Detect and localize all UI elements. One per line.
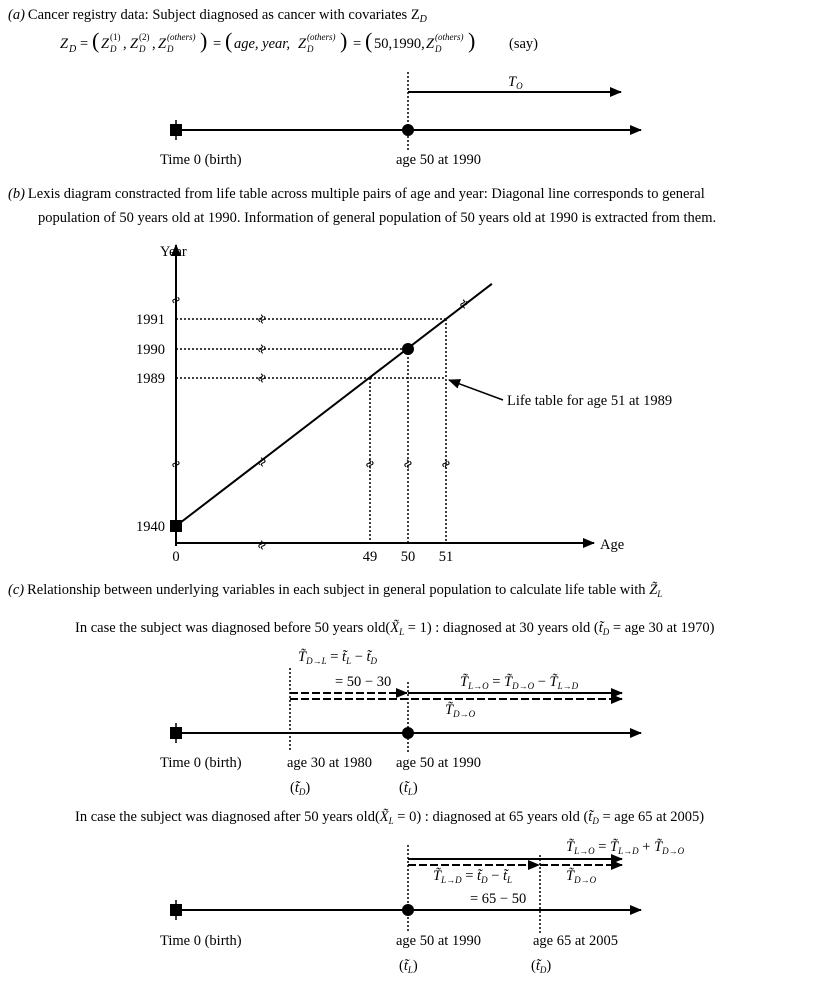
case1-tl-marker bbox=[402, 727, 414, 739]
axis-break-symbol: ≈ bbox=[455, 296, 474, 313]
svg-text:T̃L→O = T̃D→O − T̃L→D: $T̃_{L\to O}$ = $T̃_{D\to O}$ − $T̃_{L\to D}$ bbox=[460, 674, 579, 691]
svg-text:(others): (others) bbox=[307, 32, 336, 42]
svg-text:Z: Z bbox=[298, 36, 307, 52]
x-tick-50: 50 bbox=[400, 549, 416, 565]
panel-b-caption-line2: population of 50 years old at 1990. Information of general population of 50 years old at 1990 is extracted from them. bbox=[38, 210, 717, 226]
case2-tl-marker bbox=[402, 904, 414, 916]
y-tick-1940: 1940 bbox=[136, 519, 165, 535]
panel-a-formula bbox=[60, 28, 538, 55]
case1-time0-label: Time 0 (birth) bbox=[160, 755, 242, 771]
axis-break-symbol: ≈ bbox=[253, 370, 272, 387]
svg-text:): ) bbox=[200, 28, 208, 53]
svg-text:D: D bbox=[167, 44, 174, 54]
svg-text:D: D bbox=[435, 44, 442, 54]
svg-text:D: D bbox=[307, 44, 314, 54]
svg-text:,: , bbox=[123, 36, 127, 52]
case2-event2-label: age 65 at 2005 bbox=[533, 933, 618, 949]
svg-text:(others): (others) bbox=[435, 32, 464, 42]
panel-a-birth-marker bbox=[170, 124, 182, 136]
axis-break-symbol: ≈ bbox=[399, 456, 418, 473]
panel-a-event-label: age 50 at 1990 bbox=[396, 152, 481, 168]
svg-text:T̃L→D = t̃D − t̃L: $T̃_{L\to D}$ = $t̃_D$ − $t̃_L$ bbox=[433, 868, 513, 885]
svg-text:): ) bbox=[468, 28, 476, 53]
axis-break-symbol: ≈ bbox=[253, 537, 272, 554]
case1-event2-symbol: $(t̃_L)$ bbox=[399, 780, 418, 797]
svg-text:,: , bbox=[152, 36, 156, 52]
svg-text:=: = bbox=[353, 36, 362, 52]
case1-event1-label: age 30 at 1980 bbox=[287, 755, 372, 771]
case2-description: In case the subject was diagnosed after 50 years $old(X̃_L = 0)$ : diagnosed at 65 years old ($t̃_D$ = age 65 at 2005) bbox=[75, 809, 705, 826]
svg-text:Z: Z bbox=[101, 36, 110, 52]
svg-text:T̃L→O = T̃L→D + T̃D→O: $T̃_{L\to O}$ = $T̃_{L\to D}$ + $T̃_{D\to O}$ bbox=[566, 839, 685, 856]
svg-text:50,1990,: 50,1990, bbox=[374, 36, 425, 52]
x-tick-51: 51 bbox=[438, 549, 454, 565]
lexis-diagram bbox=[136, 244, 672, 565]
svg-text:): ) bbox=[340, 28, 348, 53]
svg-text:= 50 − 30: = 50 − 30 bbox=[335, 674, 392, 690]
svg-text:T̃D→L = t̃L − t̃D: $T̃_{D\to L}$ = $t̃_L$ − $t̃_D$ bbox=[298, 649, 378, 666]
case1-event2-label: age 50 at 1990 bbox=[396, 755, 481, 771]
svg-text:(: ( bbox=[92, 28, 100, 53]
svg-text:Z: Z bbox=[426, 36, 435, 52]
svg-text:D: D bbox=[139, 44, 146, 54]
case1-equations bbox=[298, 649, 579, 719]
svg-text:Z: Z bbox=[158, 36, 167, 52]
svg-text:(: ( bbox=[365, 28, 373, 53]
svg-text:Z: Z bbox=[60, 36, 69, 52]
x-tick-0: 0 bbox=[172, 549, 180, 565]
axis-break-symbol: ≈ bbox=[167, 456, 186, 473]
y-axis-label: Year bbox=[160, 244, 187, 260]
svg-text:age, year,: age, year, bbox=[234, 36, 290, 52]
svg-text:T̃D→O: $T̃_{D\to O}$ bbox=[566, 868, 597, 885]
axis-break-symbol: ≈ bbox=[253, 311, 272, 328]
case2-time0-label: Time 0 (birth) bbox=[160, 933, 242, 949]
case2-event1-label: age 50 at 1990 bbox=[396, 933, 481, 949]
life-table-annotation-arrow bbox=[449, 380, 503, 400]
cohort-diagonal-line bbox=[176, 284, 492, 526]
svg-text:D: D bbox=[69, 44, 77, 55]
svg-text:=: = bbox=[80, 36, 89, 52]
y-tick-1990: 1990 bbox=[136, 342, 165, 358]
svg-text:= 65 − 50: = 65 − 50 bbox=[470, 891, 527, 907]
axis-break-symbol: ≈ bbox=[361, 456, 380, 473]
svg-text:Z: Z bbox=[130, 36, 139, 52]
svg-text:(2): (2) bbox=[139, 32, 150, 42]
x-axis-label: Age bbox=[600, 537, 625, 553]
case2-event1-symbol: $(t̃_L)$ bbox=[399, 958, 418, 975]
say-label: (say) bbox=[509, 36, 538, 52]
y-tick-1989: 1989 bbox=[136, 371, 165, 387]
svg-text:(others): (others) bbox=[167, 32, 196, 42]
case1-description: In case the subject was diagnosed before 50 years $old(X̃_L = 1)$ : diagnosed at 30 years old ($t̃_D$ = age 30 at 1970) bbox=[75, 620, 715, 637]
panel-c-caption: (c) Relationship between underlying variables in each subject in general population to calculate life table with $Z̃_L$ bbox=[8, 582, 663, 599]
y-tick-1991: 1991 bbox=[136, 312, 165, 328]
svg-text:T̃D→O: $T̃_{D\to O}$ bbox=[445, 702, 476, 719]
case1-birth-marker bbox=[170, 727, 182, 739]
svg-text:(: ( bbox=[225, 28, 233, 53]
case2-birth-marker bbox=[170, 904, 182, 916]
axis-break-symbol: ≈ bbox=[253, 341, 272, 358]
case1-event1-symbol: $(t̃_D)$ bbox=[290, 780, 311, 797]
axis-break-symbol: ≈ bbox=[253, 454, 272, 471]
x-tick-49: 49 bbox=[362, 549, 378, 565]
case2-event2-symbol: $(t̃_D)$ bbox=[531, 958, 552, 975]
axis-break-symbol: ≈ bbox=[437, 456, 456, 473]
axis-break-symbol: ≈ bbox=[167, 292, 186, 309]
panel-b-caption-line1: (b) Lexis diagram constracted from life table across multiple pairs of age and year: Diagonal line corresponds to general bbox=[8, 186, 705, 202]
to-label: $T_O$ bbox=[508, 74, 523, 91]
case2-equations bbox=[433, 839, 685, 907]
origin-marker bbox=[170, 520, 182, 532]
svg-text:=: = bbox=[213, 36, 222, 52]
age50-1990-marker bbox=[402, 343, 414, 355]
life-table-annotation: Life table for age 51 at 1989 bbox=[507, 393, 673, 409]
panel-a-caption: (a) Cancer registry data: Subject diagnosed as cancer with covariates $Z_D$ bbox=[8, 7, 427, 25]
svg-text:D: D bbox=[110, 44, 117, 54]
panel-a-event-marker bbox=[402, 124, 414, 136]
panel-a-time0-label: Time 0 (birth) bbox=[160, 152, 242, 168]
svg-text:(1): (1) bbox=[110, 32, 121, 42]
